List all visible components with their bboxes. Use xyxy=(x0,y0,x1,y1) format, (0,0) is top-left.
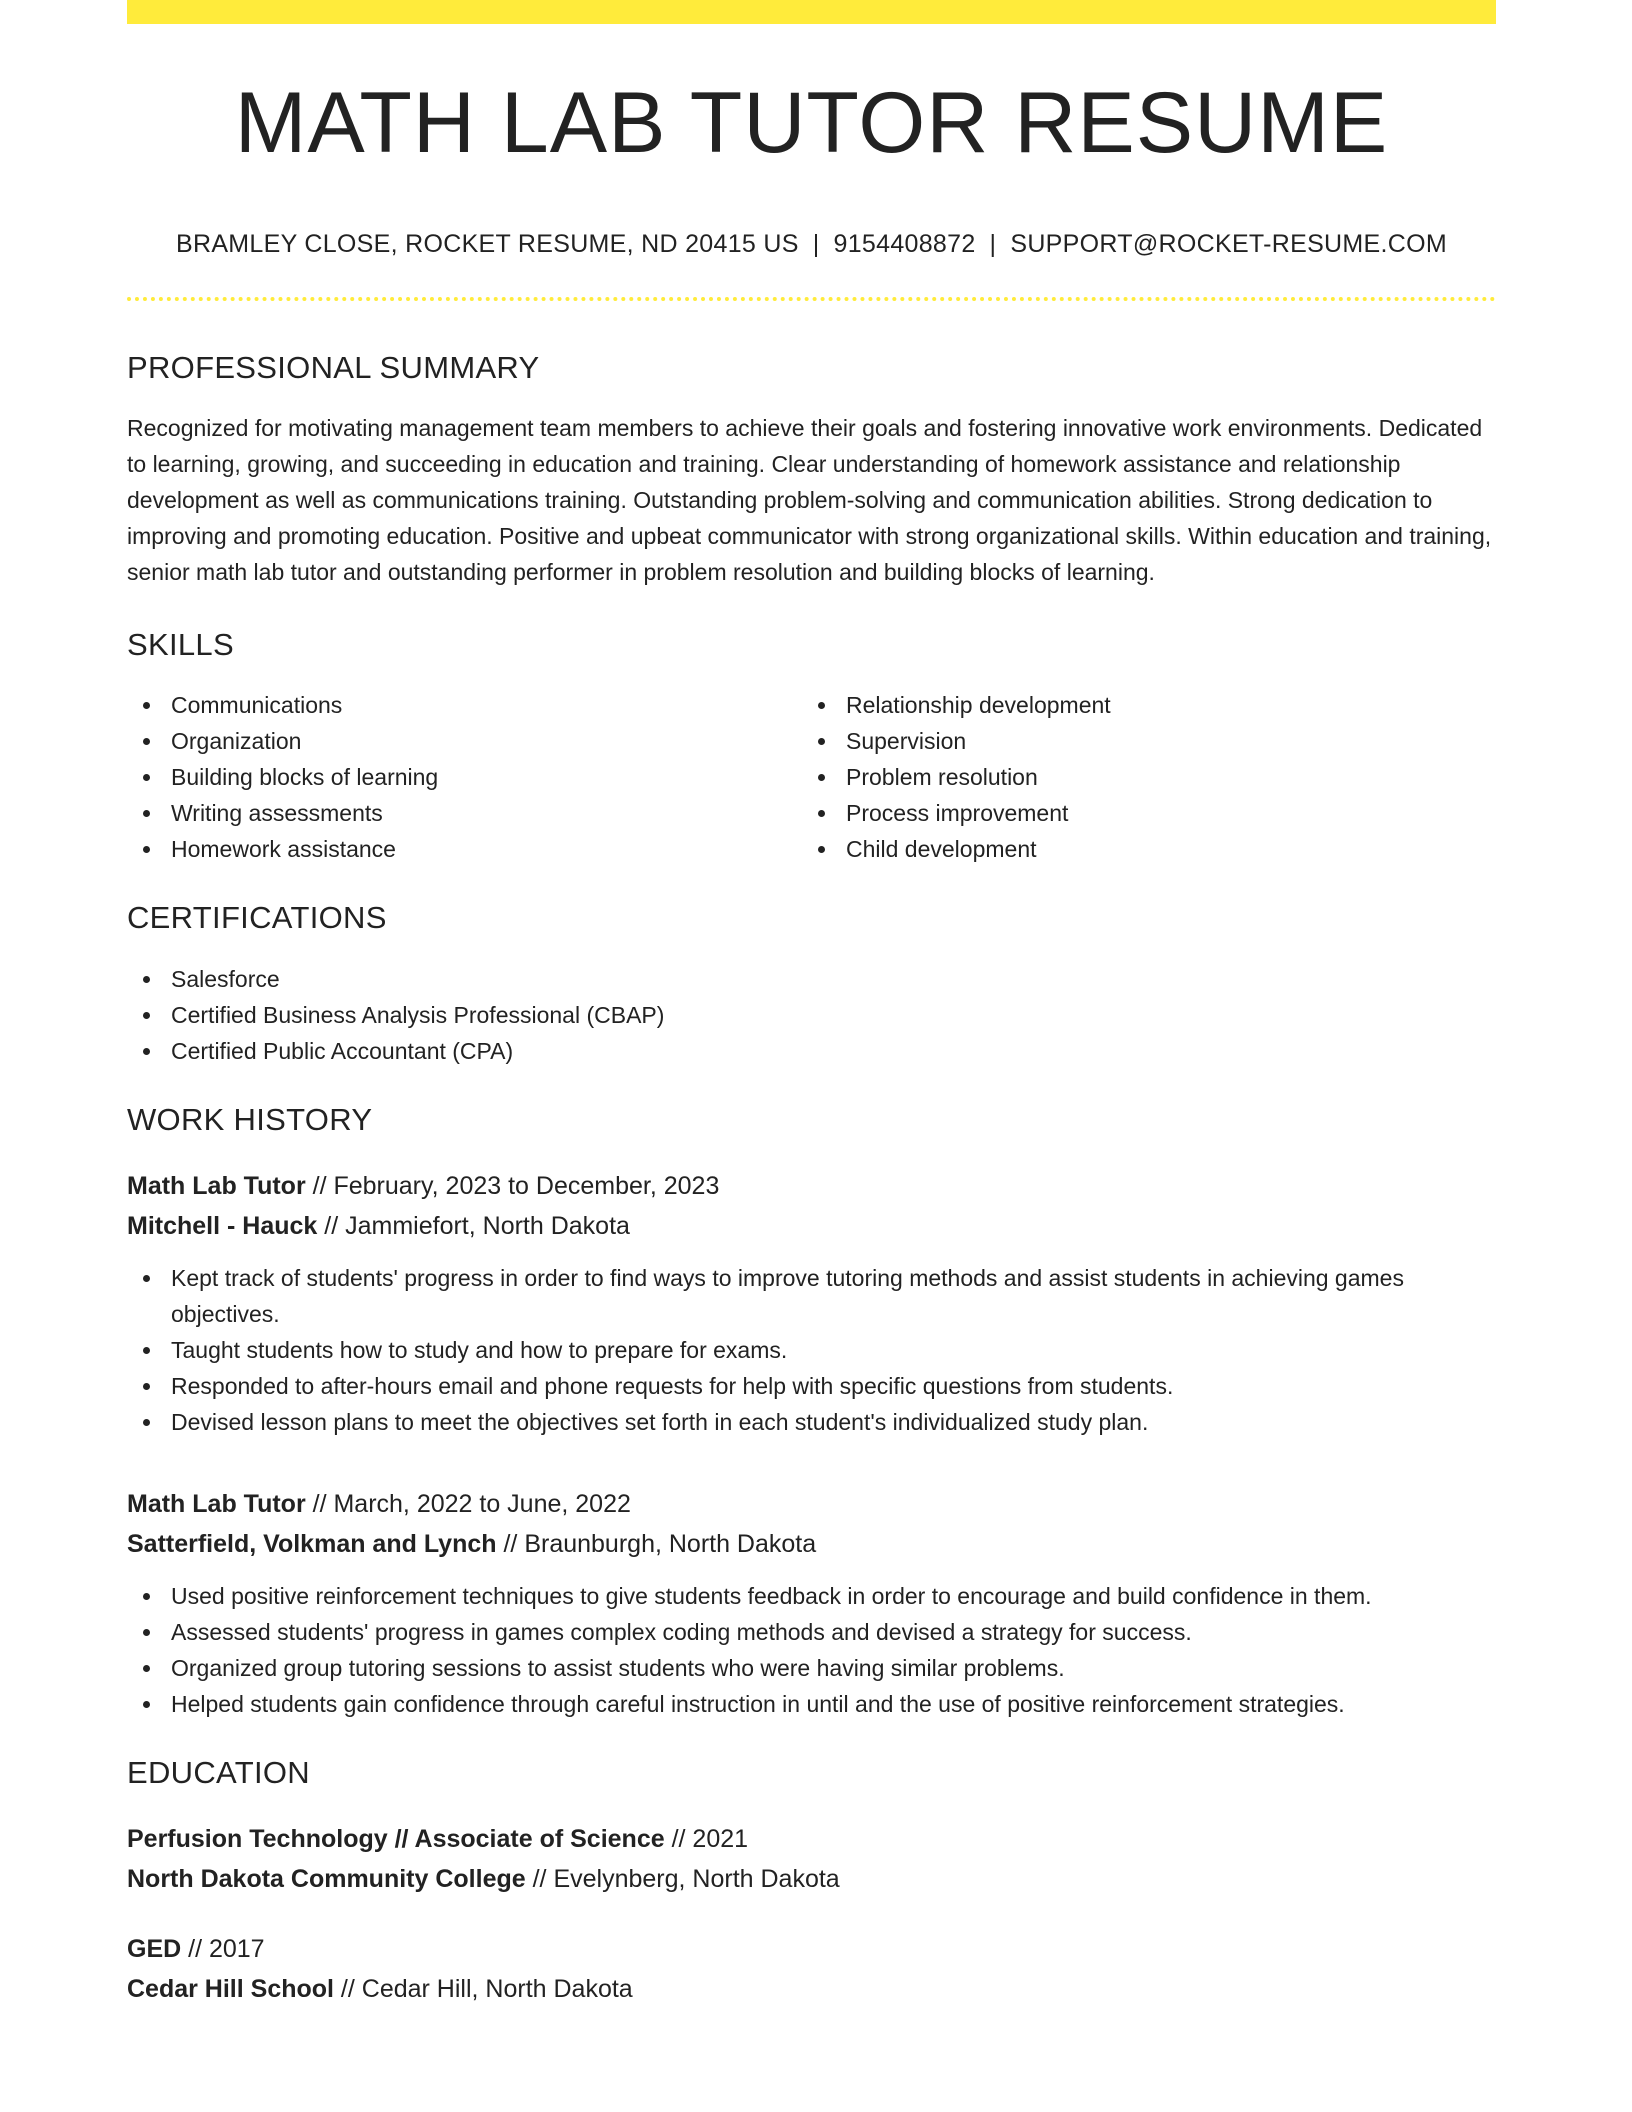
contact-separator: | xyxy=(989,230,997,258)
job-bullets xyxy=(127,1260,1496,1440)
skills-left-list xyxy=(127,687,802,867)
job-bullet: Taught students how to study and how to prepare for exams. xyxy=(127,1332,1496,1368)
skill-item: Writing assessments xyxy=(127,795,802,831)
certification-item: Salesforce xyxy=(127,961,1496,997)
summary-section xyxy=(127,349,1496,590)
job-bullet: Devised lesson plans to meet the objectives set forth in each student's individualized study plan. xyxy=(127,1404,1496,1440)
top-accent-bar xyxy=(127,0,1496,24)
job-location: // Braunburgh, North Dakota xyxy=(496,1529,817,1558)
section-title: SKILLS xyxy=(127,627,234,663)
certification-item: Certified Public Accountant (CPA) xyxy=(127,1033,1496,1069)
education-school: North Dakota Community College xyxy=(127,1864,526,1893)
education-school-line xyxy=(127,1969,1496,2009)
section-title: PROFESSIONAL SUMMARY xyxy=(127,350,540,385)
skill-item: Process improvement xyxy=(802,795,1477,831)
education-location: // Cedar Hill, North Dakota xyxy=(333,1974,633,2003)
job-bullet: Responded to after-hours email and phone requests for help with specific questions from students. xyxy=(127,1368,1496,1404)
skill-item: Problem resolution xyxy=(802,759,1477,795)
education-year: // 2017 xyxy=(181,1934,265,1963)
education-entry xyxy=(127,1819,1496,1899)
contact-address: BRAMLEY CLOSE, ROCKET RESUME, ND 20415 US xyxy=(176,230,799,258)
education-degree: Perfusion Technology // Associate of Science xyxy=(127,1824,665,1853)
job-dates: // February, 2023 to December, 2023 xyxy=(305,1171,720,1200)
education-entry xyxy=(127,1929,1496,2009)
education-school: Cedar Hill School xyxy=(127,1974,334,2003)
job-role-line xyxy=(127,1166,1496,1206)
resume-page xyxy=(127,0,1496,2009)
skill-item: Supervision xyxy=(802,723,1477,759)
job-role: Math Lab Tutor xyxy=(127,1489,306,1518)
skill-item: Relationship development xyxy=(802,687,1477,723)
job-bullet: Organized group tutoring sessions to assist students who were having similar problems. xyxy=(127,1650,1496,1686)
job-location: // Jammiefort, North Dakota xyxy=(317,1211,630,1240)
skills-right-list xyxy=(802,687,1477,867)
education-degree-line xyxy=(127,1929,1496,1969)
skill-item: Organization xyxy=(127,723,802,759)
job-bullet: Helped students gain confidence through careful instruction in until and the use of positive reinforcement strategies. xyxy=(127,1686,1496,1722)
job-role: Math Lab Tutor xyxy=(127,1171,306,1200)
skill-item: Homework assistance xyxy=(127,831,802,867)
job-entry xyxy=(127,1484,1496,1722)
contact-separator: | xyxy=(812,230,820,258)
contact-phone: 9154408872 xyxy=(833,230,976,258)
job-bullet: Kept track of students' progress in order to find ways to improve tutoring methods and assist students in achieving games objectives. xyxy=(127,1260,1496,1332)
contact-email: SUPPORT@ROCKET-RESUME.COM xyxy=(1010,230,1447,258)
job-company: Mitchell - Hauck xyxy=(127,1211,318,1240)
work-history-section xyxy=(127,1101,1496,1722)
dotted-divider xyxy=(127,297,1496,301)
job-bullet: Used positive reinforcement techniques to give students feedback in order to encourage and build confidence in them. xyxy=(127,1578,1496,1614)
skills-grid xyxy=(127,687,1496,867)
certification-item: Certified Business Analysis Professional (CBAP) xyxy=(127,997,1496,1033)
job-company-line xyxy=(127,1524,1496,1564)
education-school-line xyxy=(127,1859,1496,1899)
section-title: CERTIFICATIONS xyxy=(127,900,387,936)
education-location: // Evelynberg, North Dakota xyxy=(525,1864,840,1893)
job-company: Satterfield, Volkman and Lynch xyxy=(127,1529,497,1558)
contact-line xyxy=(127,230,1496,259)
education-year: // 2021 xyxy=(664,1824,749,1853)
job-dates: // March, 2022 to June, 2022 xyxy=(305,1489,631,1518)
certifications-list xyxy=(127,961,1496,1069)
job-bullet: Assessed students' progress in games complex coding methods and devised a strategy for success. xyxy=(127,1614,1496,1650)
job-entry xyxy=(127,1166,1496,1440)
job-role-line xyxy=(127,1484,1496,1524)
summary-text: Recognized for motivating management team members to achieve their goals and fostering innovative work environments. Dedicated to learning, growing, and succeeding in education and training. Clear understanding of homework assistance and relationship development as well as communications training. Outstanding problem-solving and communication abilities. Strong dedication to improving and promoting education. Positive and upbeat communicator with strong organizational skills. Within education and training, senior math lab tutor and outstanding performer in problem resolution and building blocks of learning. xyxy=(127,415,1492,586)
education-degree: GED xyxy=(127,1934,182,1963)
skill-item: Building blocks of learning xyxy=(127,759,802,795)
education-degree-line xyxy=(127,1819,1496,1859)
resume-title: MATH LAB TUTOR RESUME xyxy=(234,75,1389,171)
section-title: EDUCATION xyxy=(127,1754,310,1790)
skill-item: Communications xyxy=(127,687,802,723)
job-bullets xyxy=(127,1578,1496,1722)
skill-item: Child development xyxy=(802,831,1477,867)
certifications-section xyxy=(127,899,1496,1068)
education-section xyxy=(127,1754,1496,2009)
section-title: WORK HISTORY xyxy=(127,1101,373,1137)
job-company-line xyxy=(127,1206,1496,1246)
skills-section xyxy=(127,626,1496,867)
